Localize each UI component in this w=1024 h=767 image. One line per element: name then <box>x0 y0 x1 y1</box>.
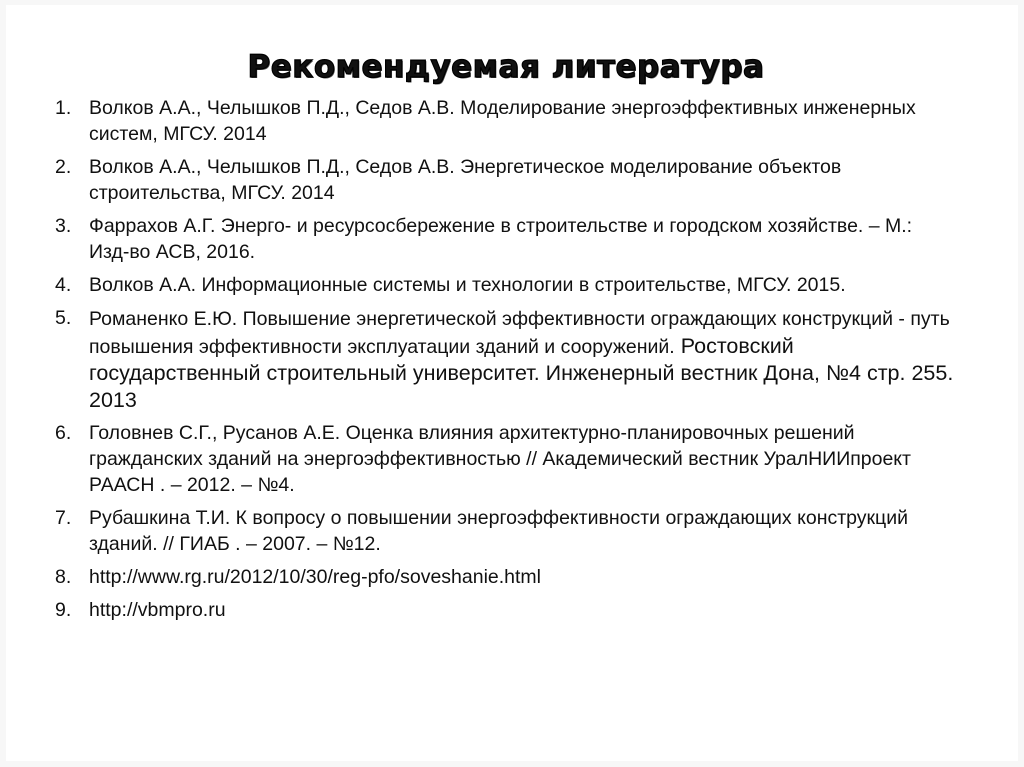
reference-text: Головнев С.Г., Русанов А.Е. Оценка влияния архитектурно-планировочных решений гражданских зданий на энергоэффективностью // Академический вестник УралНИИпроект РААСН . – 2012. – №4. <box>89 422 911 496</box>
reference-text: Волков А.А. Информационные системы и технологии в строительстве, МГСУ. 2015. <box>89 274 846 296</box>
reference-number: 4. <box>55 274 72 296</box>
reference-text: Волков А.А., Челышков П.Д., Седов А.В. Моделирование энергоэффективных инженерных систем, МГСУ. 2014 <box>89 97 916 145</box>
reference-item <box>55 597 955 623</box>
reference-item <box>55 505 955 557</box>
reference-number: 8. <box>55 566 72 588</box>
reference-text-part1: Романенко Е.Ю. Повышение энергетической эффективности ограждающих конструкций - путь повышения эффективности эксплуатации зданий и сооружений. <box>89 308 950 358</box>
reference-number: 7. <box>55 507 72 529</box>
reference-list <box>55 95 955 630</box>
reference-number: 3. <box>55 215 72 237</box>
reference-text-part2: Ростовский государственный строительный университет. Инженерный вестник Дона, №4 стр. 255. 2013 <box>89 333 954 412</box>
reference-link[interactable]: http://www.rg.ru/2012/10/30/reg-pfo/soveshanie.html <box>89 566 542 588</box>
reference-link[interactable]: http://vbmpro.ru <box>89 599 226 621</box>
reference-item <box>55 95 955 147</box>
reference-item <box>55 213 955 265</box>
reference-item <box>55 305 955 413</box>
reference-item <box>55 564 955 590</box>
reference-number: 2. <box>55 156 72 178</box>
reference-text: Волков А.А., Челышков П.Д., Седов А.В. Энергетическое моделирование объектов строительства, МГСУ. 2014 <box>89 156 842 204</box>
reference-text: Фаррахов А.Г. Энерго- и ресурсосбережение в строительстве и городском хозяйстве. – М.: Изд-во АСВ, 2016. <box>89 215 913 263</box>
reference-item <box>55 420 955 498</box>
reference-item <box>55 154 955 206</box>
reference-number: 6. <box>55 422 72 444</box>
reference-text: Рубашкина Т.И. К вопросу о повышении энергоэффективности ограждающих конструкций зданий. // ГИАБ . – 2007. – №12. <box>89 507 908 555</box>
slide-title: Рекомендуемая литература <box>247 48 765 85</box>
reference-number: 9. <box>55 599 72 621</box>
reference-item <box>55 272 955 298</box>
reference-number: 1. <box>55 97 72 119</box>
reference-number: 5. <box>55 307 72 329</box>
